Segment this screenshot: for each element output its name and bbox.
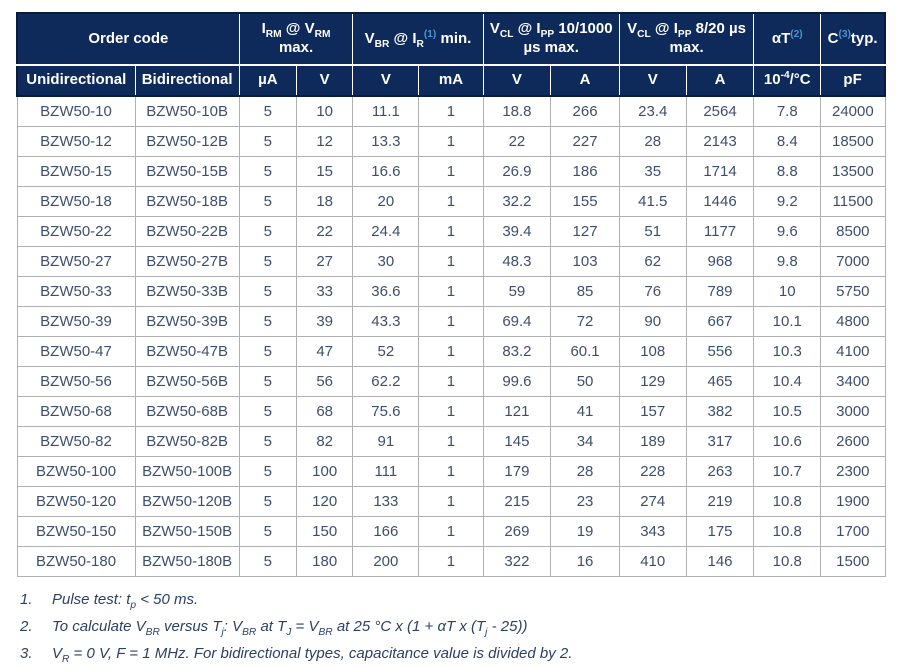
table-row — [17, 277, 885, 307]
order-code-cell: BZW50-56 — [17, 367, 135, 397]
value-cell: 2564 — [686, 96, 754, 127]
value-cell: 228 — [619, 457, 686, 487]
column-group-header: αT$^{(2)}$ — [754, 13, 821, 65]
value-cell: 1 — [419, 367, 483, 397]
value-cell: 8500 — [821, 217, 885, 247]
value-cell: 5 — [239, 187, 296, 217]
value-cell: 7.8 — [754, 96, 821, 127]
column-header: mA — [419, 65, 483, 96]
order-code-cell: BZW50-82 — [17, 427, 135, 457]
value-cell: 150 — [296, 517, 352, 547]
table-row — [17, 547, 885, 577]
value-cell: 189 — [619, 427, 686, 457]
column-header: $10^{-4}/^\circ C$ — [754, 65, 821, 96]
value-cell: 1 — [419, 277, 483, 307]
value-cell: 968 — [686, 247, 754, 277]
value-cell: 3400 — [821, 367, 885, 397]
order-code-cell: BZW50-15 — [17, 157, 135, 187]
value-cell: 1 — [419, 397, 483, 427]
value-cell: 1 — [419, 187, 483, 217]
order-code-cell: BZW50-150B — [135, 517, 239, 547]
column-header: Unidirectional — [17, 65, 135, 96]
value-cell: 667 — [686, 307, 754, 337]
value-cell: 62.2 — [353, 367, 419, 397]
order-code-cell: BZW50-180 — [17, 547, 135, 577]
value-cell: 83.2 — [483, 337, 551, 367]
table-row — [17, 127, 885, 157]
column-group-header: $V_{BR}$ @ $I_R^{(1)}$ min. — [353, 13, 483, 65]
value-cell: 23 — [551, 487, 620, 517]
value-cell: 145 — [483, 427, 551, 457]
table-row — [17, 307, 885, 337]
value-cell: 8.4 — [754, 127, 821, 157]
order-code-cell: BZW50-15B — [135, 157, 239, 187]
value-cell: 1 — [419, 127, 483, 157]
value-cell: 1714 — [686, 157, 754, 187]
value-cell: 28 — [619, 127, 686, 157]
footnote-text: Pulse test: $t_p < 50$ ms. — [52, 591, 199, 611]
value-cell: 4100 — [821, 337, 885, 367]
order-code-cell: BZW50-68B — [135, 397, 239, 427]
value-cell: 82 — [296, 427, 352, 457]
column-group-header: $V_{CL}$ @ $I_{PP}$ 10/1000 µs max. — [483, 13, 619, 65]
order-code-cell: BZW50-180B — [135, 547, 239, 577]
value-cell: 10.6 — [754, 427, 821, 457]
value-cell: 68 — [296, 397, 352, 427]
value-cell: 10.8 — [754, 487, 821, 517]
value-cell: 1900 — [821, 487, 885, 517]
value-cell: 41.5 — [619, 187, 686, 217]
value-cell: 129 — [619, 367, 686, 397]
value-cell: 5 — [239, 247, 296, 277]
value-cell: 10.5 — [754, 397, 821, 427]
value-cell: 111 — [353, 457, 419, 487]
header-group-row — [17, 13, 885, 65]
value-cell: 24000 — [821, 96, 885, 127]
table-row — [17, 367, 885, 397]
footnote — [20, 640, 886, 667]
value-cell: 7000 — [821, 247, 885, 277]
value-cell: 215 — [483, 487, 551, 517]
value-cell: 410 — [619, 547, 686, 577]
value-cell: 12 — [296, 127, 352, 157]
value-cell: 15 — [296, 157, 352, 187]
value-cell: 76 — [619, 277, 686, 307]
table-row — [17, 247, 885, 277]
value-cell: 5 — [239, 127, 296, 157]
value-cell: 90 — [619, 307, 686, 337]
value-cell: 266 — [551, 96, 620, 127]
column-header: V — [296, 65, 352, 96]
table-row — [17, 217, 885, 247]
value-cell: 5 — [239, 457, 296, 487]
value-cell: 5 — [239, 517, 296, 547]
value-cell: 16.6 — [353, 157, 419, 187]
value-cell: 39 — [296, 307, 352, 337]
column-header: Bidirectional — [135, 65, 239, 96]
table-header — [17, 13, 885, 96]
order-code-cell: BZW50-82B — [135, 427, 239, 457]
value-cell: 1 — [419, 247, 483, 277]
value-cell: 1 — [419, 217, 483, 247]
value-cell: 10.8 — [754, 547, 821, 577]
value-cell: 56 — [296, 367, 352, 397]
value-cell: 69.4 — [483, 307, 551, 337]
order-code-cell: BZW50-12 — [17, 127, 135, 157]
order-code-cell: BZW50-22B — [135, 217, 239, 247]
footnote-number: 1. — [20, 591, 33, 608]
value-cell: 127 — [551, 217, 620, 247]
value-cell: 18 — [296, 187, 352, 217]
value-cell: 5 — [239, 547, 296, 577]
value-cell: 47 — [296, 337, 352, 367]
column-header: V — [483, 65, 551, 96]
value-cell: 157 — [619, 397, 686, 427]
value-cell: 100 — [296, 457, 352, 487]
footnote — [20, 586, 886, 613]
value-cell: 62 — [619, 247, 686, 277]
value-cell: 5 — [239, 277, 296, 307]
value-cell: 146 — [686, 547, 754, 577]
value-cell: 24.4 — [353, 217, 419, 247]
table-row — [17, 517, 885, 547]
column-group-header: $V_{CL}$ @ $I_{PP}$ 8/20 µs max. — [619, 13, 754, 65]
table-row — [17, 397, 885, 427]
value-cell: 28 — [551, 457, 620, 487]
column-header: A — [551, 65, 620, 96]
value-cell: 133 — [353, 487, 419, 517]
value-cell: 11500 — [821, 187, 885, 217]
value-cell: 10.7 — [754, 457, 821, 487]
value-cell: 30 — [353, 247, 419, 277]
value-cell: 26.9 — [483, 157, 551, 187]
value-cell: 27 — [296, 247, 352, 277]
value-cell: 39.4 — [483, 217, 551, 247]
value-cell: 1700 — [821, 517, 885, 547]
value-cell: 108 — [619, 337, 686, 367]
value-cell: 179 — [483, 457, 551, 487]
value-cell: 10.1 — [754, 307, 821, 337]
value-cell: 5 — [239, 217, 296, 247]
value-cell: 85 — [551, 277, 620, 307]
order-code-cell: BZW50-18B — [135, 187, 239, 217]
order-code-cell: BZW50-150 — [17, 517, 135, 547]
value-cell: 72 — [551, 307, 620, 337]
value-cell: 1 — [419, 547, 483, 577]
value-cell: 180 — [296, 547, 352, 577]
value-cell: 789 — [686, 277, 754, 307]
value-cell: 4800 — [821, 307, 885, 337]
value-cell: 51 — [619, 217, 686, 247]
order-code-cell: BZW50-120B — [135, 487, 239, 517]
order-code-cell: BZW50-27 — [17, 247, 135, 277]
order-code-cell: BZW50-100 — [17, 457, 135, 487]
footnote-text: $V_R = 0$ V, F = 1 MHz. For bidirectional types, capacitance value is divided by 2. — [52, 645, 573, 665]
value-cell: 19 — [551, 517, 620, 547]
value-cell: 18500 — [821, 127, 885, 157]
value-cell: 10.3 — [754, 337, 821, 367]
value-cell: 48.3 — [483, 247, 551, 277]
order-code-cell: BZW50-10B — [135, 96, 239, 127]
value-cell: 1 — [419, 307, 483, 337]
value-cell: 10.4 — [754, 367, 821, 397]
value-cell: 317 — [686, 427, 754, 457]
value-cell: 1 — [419, 487, 483, 517]
value-cell: 269 — [483, 517, 551, 547]
value-cell: 99.6 — [483, 367, 551, 397]
value-cell: 41 — [551, 397, 620, 427]
column-header: A — [686, 65, 754, 96]
value-cell: 5 — [239, 157, 296, 187]
footnotes — [16, 586, 886, 667]
value-cell: 13.3 — [353, 127, 419, 157]
value-cell: 5750 — [821, 277, 885, 307]
value-cell: 1177 — [686, 217, 754, 247]
order-code-cell: BZW50-27B — [135, 247, 239, 277]
table-row — [17, 337, 885, 367]
order-code-cell: BZW50-47 — [17, 337, 135, 367]
value-cell: 5 — [239, 397, 296, 427]
order-code-cell: BZW50-33B — [135, 277, 239, 307]
order-code-cell: BZW50-18 — [17, 187, 135, 217]
value-cell: 11.1 — [353, 96, 419, 127]
value-cell: 91 — [353, 427, 419, 457]
value-cell: 556 — [686, 337, 754, 367]
table-row — [17, 157, 885, 187]
value-cell: 5 — [239, 487, 296, 517]
value-cell: 200 — [353, 547, 419, 577]
value-cell: 36.6 — [353, 277, 419, 307]
value-cell: 103 — [551, 247, 620, 277]
value-cell: 322 — [483, 547, 551, 577]
value-cell: 1 — [419, 96, 483, 127]
value-cell: 166 — [353, 517, 419, 547]
order-code-cell: BZW50-100B — [135, 457, 239, 487]
column-group-header: C$^{(3)}$typ. — [821, 13, 885, 65]
value-cell: 263 — [686, 457, 754, 487]
value-cell: 10 — [754, 277, 821, 307]
column-header: V — [619, 65, 686, 96]
value-cell: 5 — [239, 96, 296, 127]
value-cell: 120 — [296, 487, 352, 517]
value-cell: 1500 — [821, 547, 885, 577]
footnote-number: 2. — [20, 618, 33, 635]
value-cell: 23.4 — [619, 96, 686, 127]
value-cell: 59 — [483, 277, 551, 307]
value-cell: 5 — [239, 367, 296, 397]
value-cell: 1 — [419, 157, 483, 187]
value-cell: 75.6 — [353, 397, 419, 427]
value-cell: 186 — [551, 157, 620, 187]
value-cell: 175 — [686, 517, 754, 547]
table-body — [17, 96, 885, 577]
value-cell: 465 — [686, 367, 754, 397]
value-cell: 227 — [551, 127, 620, 157]
value-cell: 1 — [419, 517, 483, 547]
table-row — [17, 96, 885, 127]
footnote-text: To calculate $V_{BR}$ versus $T_j$: $V_{BR}$ at $T_J = V_{BR}$ at 25 °C x (1 + αT x $(T_j - 25)$) — [52, 618, 528, 638]
value-cell: 18.8 — [483, 96, 551, 127]
table-row — [17, 187, 885, 217]
value-cell: 34 — [551, 427, 620, 457]
value-cell: 22 — [296, 217, 352, 247]
value-cell: 16 — [551, 547, 620, 577]
value-cell: 43.3 — [353, 307, 419, 337]
value-cell: 22 — [483, 127, 551, 157]
header-unit-row — [17, 65, 885, 96]
order-code-cell: BZW50-10 — [17, 96, 135, 127]
value-cell: 5 — [239, 337, 296, 367]
value-cell: 52 — [353, 337, 419, 367]
value-cell: 10.8 — [754, 517, 821, 547]
order-code-cell: BZW50-39 — [17, 307, 135, 337]
order-code-cell: BZW50-120 — [17, 487, 135, 517]
table-row — [17, 487, 885, 517]
value-cell: 8.8 — [754, 157, 821, 187]
value-cell: 274 — [619, 487, 686, 517]
value-cell: 1 — [419, 457, 483, 487]
value-cell: 32.2 — [483, 187, 551, 217]
value-cell: 20 — [353, 187, 419, 217]
value-cell: 121 — [483, 397, 551, 427]
value-cell: 2600 — [821, 427, 885, 457]
order-code-cell: BZW50-12B — [135, 127, 239, 157]
value-cell: 10 — [296, 96, 352, 127]
value-cell: 50 — [551, 367, 620, 397]
value-cell: 33 — [296, 277, 352, 307]
value-cell: 2143 — [686, 127, 754, 157]
value-cell: 1 — [419, 427, 483, 457]
value-cell: 1 — [419, 337, 483, 367]
order-code-cell: BZW50-33 — [17, 277, 135, 307]
value-cell: 1446 — [686, 187, 754, 217]
column-header: µA — [239, 65, 296, 96]
value-cell: 60.1 — [551, 337, 620, 367]
table-row — [17, 457, 885, 487]
value-cell: 3000 — [821, 397, 885, 427]
column-header: pF — [821, 65, 885, 96]
value-cell: 343 — [619, 517, 686, 547]
value-cell: 219 — [686, 487, 754, 517]
value-cell: 155 — [551, 187, 620, 217]
order-code-cell: BZW50-39B — [135, 307, 239, 337]
column-header: V — [353, 65, 419, 96]
footnote — [20, 613, 886, 640]
value-cell: 5 — [239, 307, 296, 337]
value-cell: 2300 — [821, 457, 885, 487]
value-cell: 382 — [686, 397, 754, 427]
electrical-characteristics-table — [16, 12, 886, 577]
value-cell: 9.8 — [754, 247, 821, 277]
order-code-cell: BZW50-56B — [135, 367, 239, 397]
value-cell: 13500 — [821, 157, 885, 187]
value-cell: 5 — [239, 427, 296, 457]
column-group-header: $I_{RM}$ @ $V_{RM}$ max. — [239, 13, 353, 65]
column-group-header: Order code — [17, 13, 239, 65]
footnote-number: 3. — [20, 645, 33, 662]
order-code-cell: BZW50-68 — [17, 397, 135, 427]
value-cell: 9.6 — [754, 217, 821, 247]
order-code-cell: BZW50-22 — [17, 217, 135, 247]
table-row — [17, 427, 885, 457]
value-cell: 9.2 — [754, 187, 821, 217]
order-code-cell: BZW50-47B — [135, 337, 239, 367]
value-cell: 35 — [619, 157, 686, 187]
